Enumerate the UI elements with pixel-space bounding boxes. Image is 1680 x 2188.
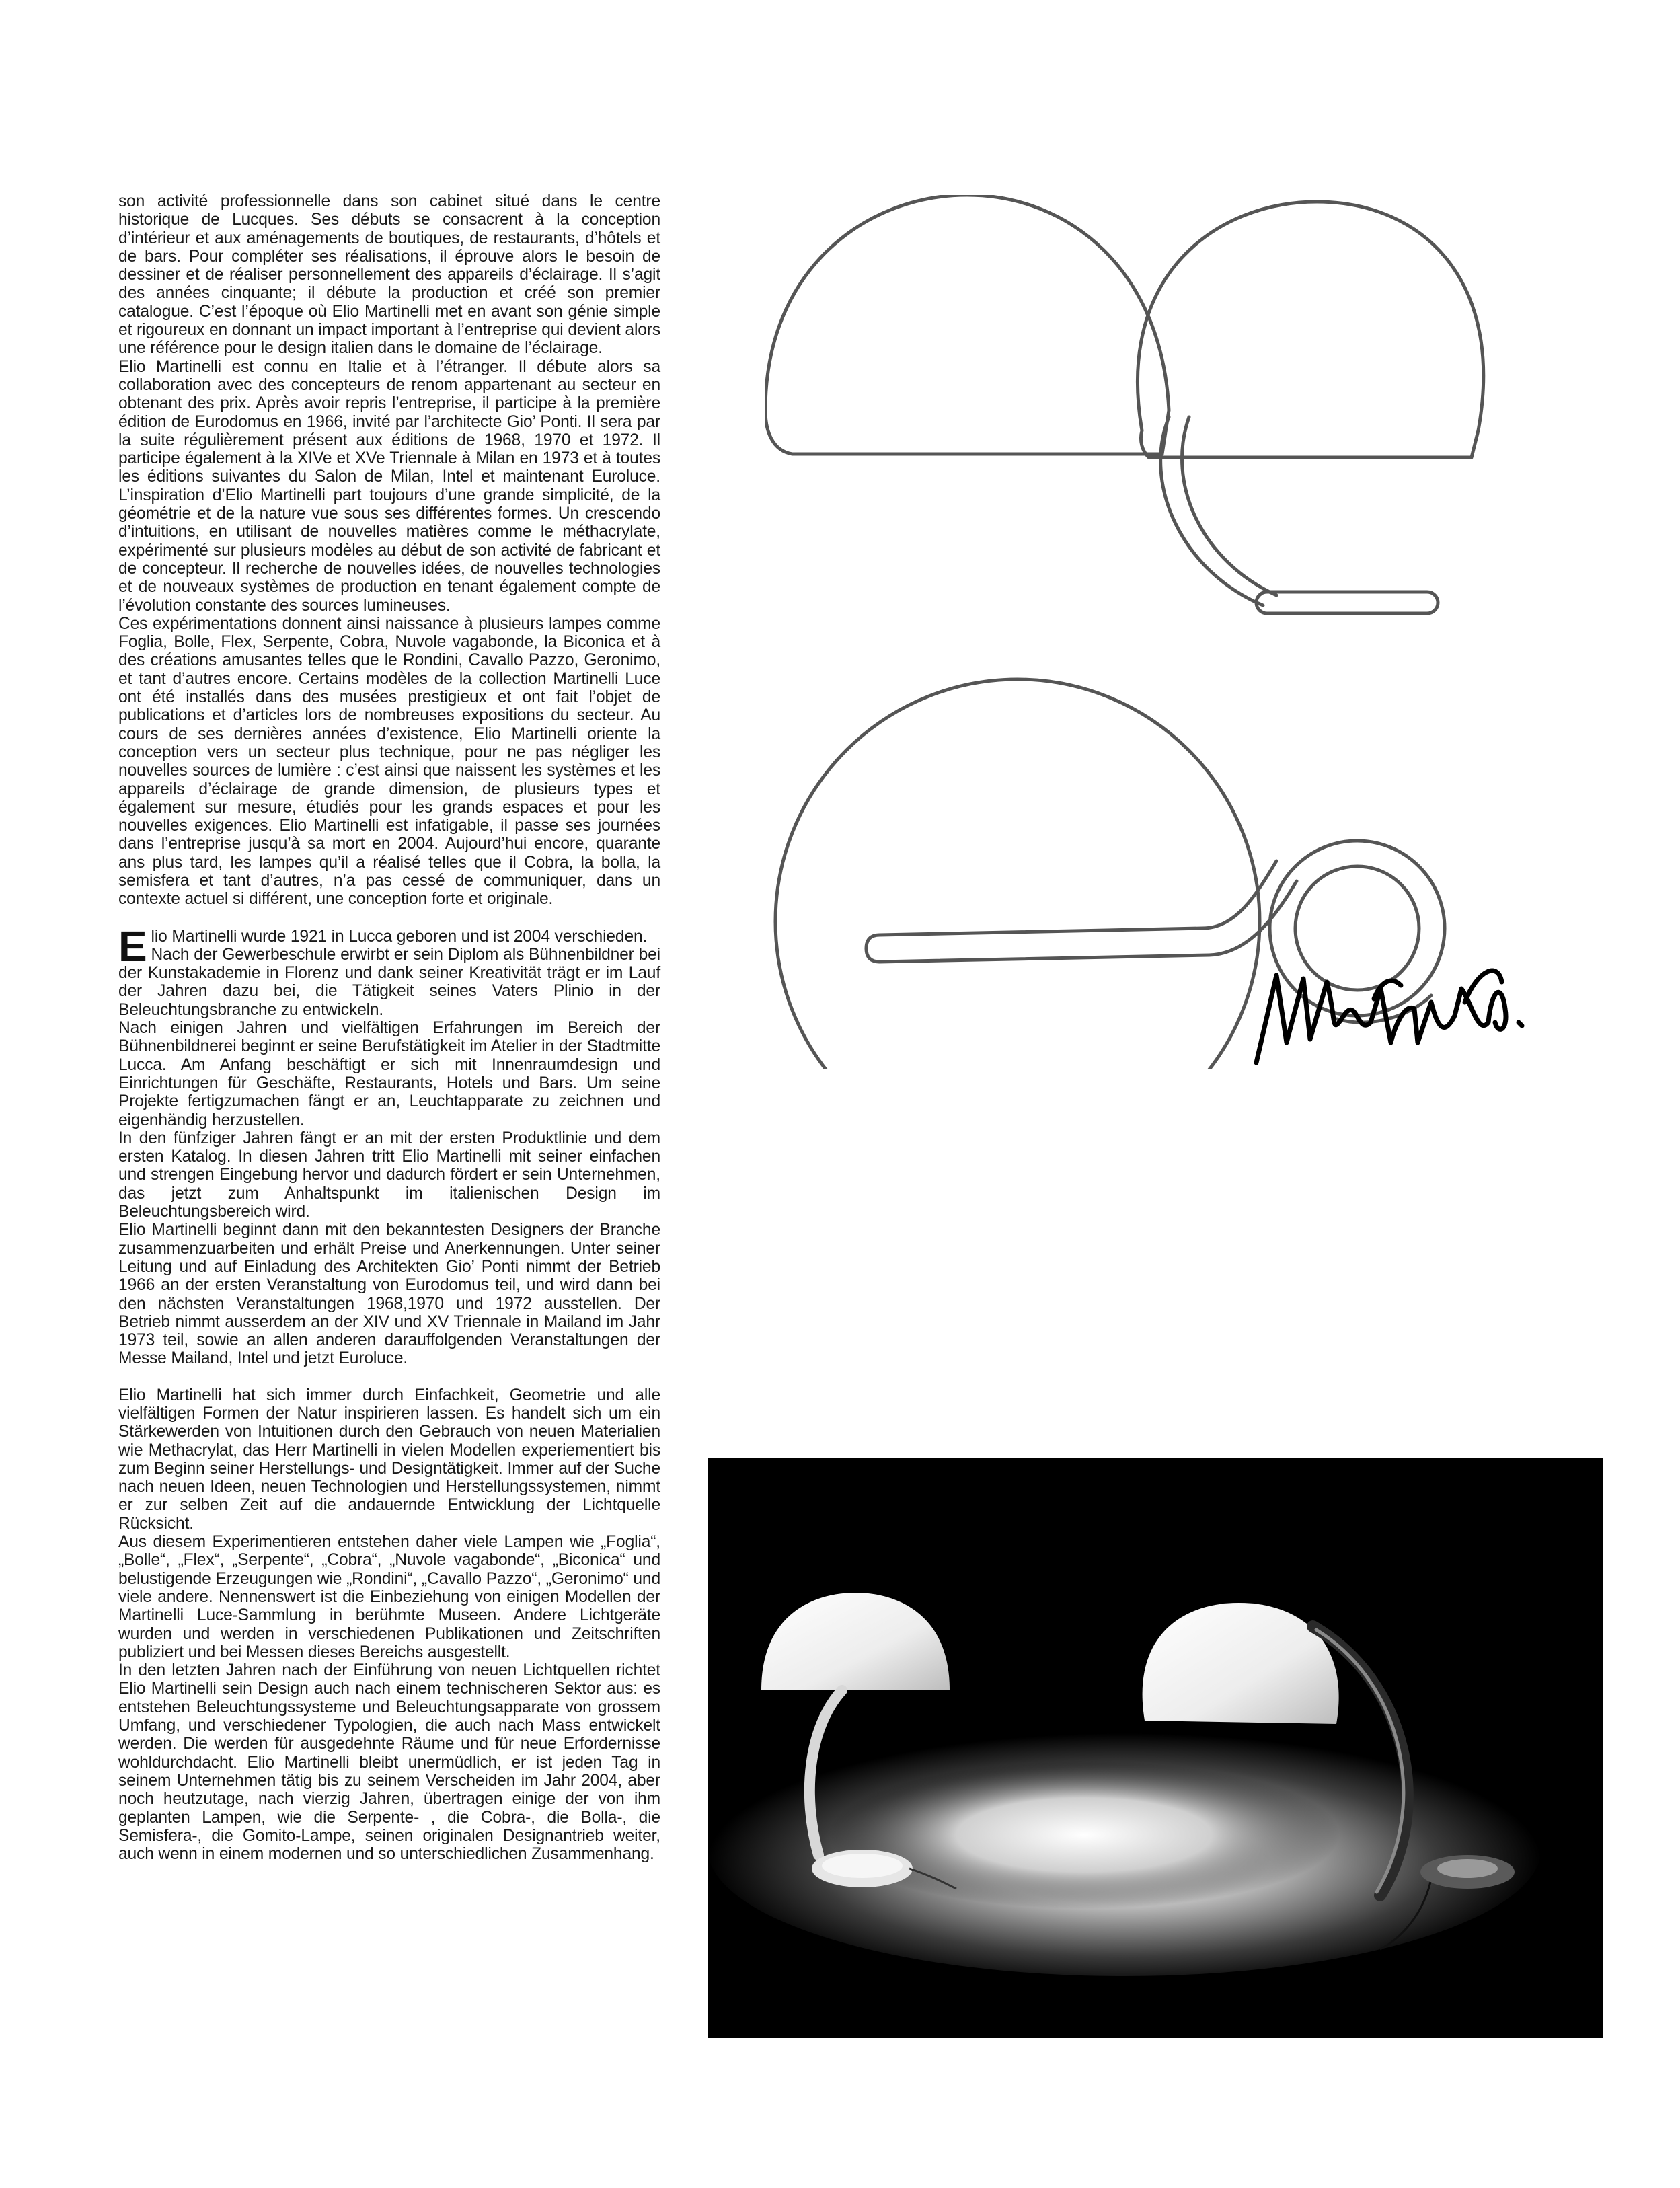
de-paragraph-3: In den fünfziger Jahren fängt er an mit der ersten Produktlinie und dem ersten Katalog. In diesen Jahren tritt Elio Martinelli mit seiner einfachen und strengen Eingebung hervor und dadurch fördert er sein Unternehmen, das jetzt zum Anhaltspunkt im italienischen Design im Beleuchtungsbereich wird. (118, 1129, 660, 1221)
de-paragraph-6: Aus diesem Experimentieren entstehen daher viele Lampen wie „Foglia“, „Bolle“, „Flex“, „Serpente“, „Cobra“, „Nuvole vagabonde“, „Biconica“ und belustigende Erzeugungen wie „Rondini“, „Cavallo Pazzo“, „Geronimo“ und viele andere. Nennenswert ist die Einbeziehung von einigen Modellen der Martinelli Luce-Sammlung in berühmte Museen. Andere Lichtgeräte wurden und werden in verschiedenen Publikationen und Zeitschriften publiziert und bei Messen dieses Bereichs ausgestellt. (118, 1533, 660, 1661)
lamp-base-shape (1256, 592, 1438, 613)
de-paragraph-1: Nach der Gewerbeschule erwirbt er sein Diplom als Bühnenbildner bei der Kunstakademie in Florenz und dank seiner Kreativität trägt er im Lauf der Jahren dazu bei, die Tätigkeit seines Vaters Plinio in der Beleuchtungsbranche zu entwickeln. (118, 945, 660, 1019)
de-intro-text: lio Martinelli wurde 1921 in Lucca geboren und ist 2004 verschieden. (151, 927, 648, 946)
signature-mark (1256, 971, 1522, 1063)
de-paragraph-4: Elio Martinelli beginnt dann mit den bekanntesten Designers der Branche zusammenzuarbeiten und erhält Preise und Anerkennungen. Unter seiner Leitung und auf Einladung des Architekten Gio’ Ponti nimmt der Betrieb 1966 an der ersten Veranstaltung von Eurodomus teil, und wird dann bei den nächsten Veranstaltungen 1968,1970 und 1972 ausstellen. Der Betrieb nimmt ausserdem an der XIV und XV Triennale in Mailand im Jahr 1973 teil, sowie an allen anderen darauffolgenden Veranstaltungen der Messe Mailand, Intel und jetzt Euroluce. (118, 1221, 660, 1368)
de-paragraph-2: Nach einigen Jahren und vielfältigen Erfahrungen im Bereich der Bühnenbildnerei beginnt er seine Berufstätigkeit im Atelier in der Stadtmitte Lucca. Am Anfang beschäftigt er sich mit Innenraumdesign und Einrichtungen für Geschäfte, Restaurants, Hotels und Bars. Um seine Projekte fertigzumachen fängt er an, Leuchtapparate zu zeichnen und eigenhändig herzustellen. (118, 1019, 660, 1129)
dome-left-shape (765, 195, 1169, 454)
de-paragraph-7: In den letzten Jahren nach der Einführung von neuen Lichtquellen richtet Elio Martinelli sein Design auch nach einem technischeren Sektor aus: es entstehen Beleuchtungssysteme und Beleuchtungsapparate von grossem Umfang, und verschiedener Typologien, die auch nach Mass entwickelt werden. Die werden für ausgedehnte Räume und für neue Erfordernisse wohldurchdacht. Elio Martinelli bleibt unermüdlich, er ist jeden Tag in seinem Unternehmen tätig bis zu seinem Verscheiden im Jahr 2004, aber noch heutzutage, nach vierzig Jahren, übertragen einige der von ihm geplanten Lampen, wie die Serpente- , die Cobra-, die Bolla-, die Semisfera-, die Gomito-Lampe, seinen originalen Designantrieb weiter, auch wenn in einem modernen und so unterschiedlichen Zusammenhang. (118, 1661, 660, 1864)
drop-cap: E (118, 921, 147, 971)
ring-inner-shape (1295, 866, 1419, 990)
lamps-photograph (708, 1458, 1603, 2038)
fr-paragraph-3: Ces expérimentations donnent ainsi naissance à plusieurs lampes comme Foglia, Bolle, Flex, Serpente, Cobra, Nuvole vagabonde, la Biconica et à des créations amusantes telles que le Rondini, Cavallo Pazzo, Geronimo, et tant d’autres encore. Certains modèles de la collection Martinelli Luce ont été installés dans des musées prestigieux et ont fait l’objet de publications et d’articles lors de nombreuses expositions du secteur. Au cours de ses dernières années d’existence, Elio Martinelli oriente la conception vers un secteur plus technique, pour ne pas négliger les nouvelles sources de lumière : c’est ainsi que naissent les systèmes et les appareils d’éclairage de grande dimension, de plusieurs types et également sur mesure, étudiés pour les grands espaces et pour les nouvelles exigences. Elio Martinelli est infatigable, il passe ses journées dans l’entreprise jusqu’à sa mort en 2004. Aujourd’hui encore, quarante ans plus tard, les lampes qu’il a réalisé telles que il Cobra, la bolla, la semisfera et tant d’autres, n’a pas cessé de communiquer, dans un contexte actuel si différent, une conception forte et originale. (118, 614, 660, 909)
de-intro-paragraph (118, 921, 660, 971)
lamp-sketch-drawing (765, 195, 1586, 1069)
fr-paragraph-1: son activité professionnelle dans son cabinet situé dans le centre historique de Lucques. Ses débuts se consacrent à la conception d’intérieur et aux aménagements de boutiques, de restaurants, d’hôtels et de bars. Pour compléter ses réalisations, il éprouve alors le besoin de dessiner et de réaliser personnellement des appareils d’éclairage. Il s’agit des années cinquante; il débute la production et créé son premier catalogue. C’est l’époque où Elio Martinelli met en avant son génie simple et rigoureux en donnant un impact important à l’entreprise qui devient alors une référence pour le design italien dans le domaine de l’éclairage. (118, 192, 660, 358)
large-circle-shape (775, 679, 1260, 1069)
de-paragraph-5: Elio Martinelli hat sich immer durch Einfachkeit, Geometrie und alle vielfältigen Formen der Natur inspirieren lassen. Es handelt sich um ein Stärkewerden von Intuitionen durch den Gebrauch von neuen Materialien wie Methacrylat, das Herr Martinelli in vielen Modellen experiementiert bis zum Beginn seiner Herstellungs- und Designtätigkeit. Immer auf der Suche nach neuen Ideen, neuen Technologien und Herstellungssystemen, nimmt er zur selben Zeit auf die andauernde Entwicklung der Lichtquelle Rücksicht. (118, 1386, 660, 1533)
arm-shape (866, 861, 1276, 948)
text-column (118, 192, 660, 1863)
fr-paragraph-2: Elio Martinelli est connu en Italie et à l’étranger. Il débute alors sa collaboration avec des concepteurs de renom appartenant au secteur en obtenant des prix. Après avoir repris l’entreprise, il participe à la première édition de Eurodomus en 1966, invité par l’architecte Gio’ Ponti. Il sera par la suite régulièrement présent aux éditions de 1968, 1970 et 1972. Il participe également à la XIVe et XVe Triennale à Milan en 1973 et à toutes les éditions suivantes du Salon de Milan, Intel et maintenant Euroluce. L’inspiration d’Elio Martinelli part toujours d’une grande simplicité, de la géométrie et de la nature vue sous ses différentes formes. Un crescendo d’intuitions, en utilisant de nouvelles matières comme le méthacrylate, expérimenté sur plusieurs modèles au début de son activité de fabricant et de concepteur. Il recherche de nouvelles idées, de nouvelles technologies et de nouveaux systèmes de production en tenant également compte de l’évolution constante des sources lumineuses. (118, 357, 660, 615)
